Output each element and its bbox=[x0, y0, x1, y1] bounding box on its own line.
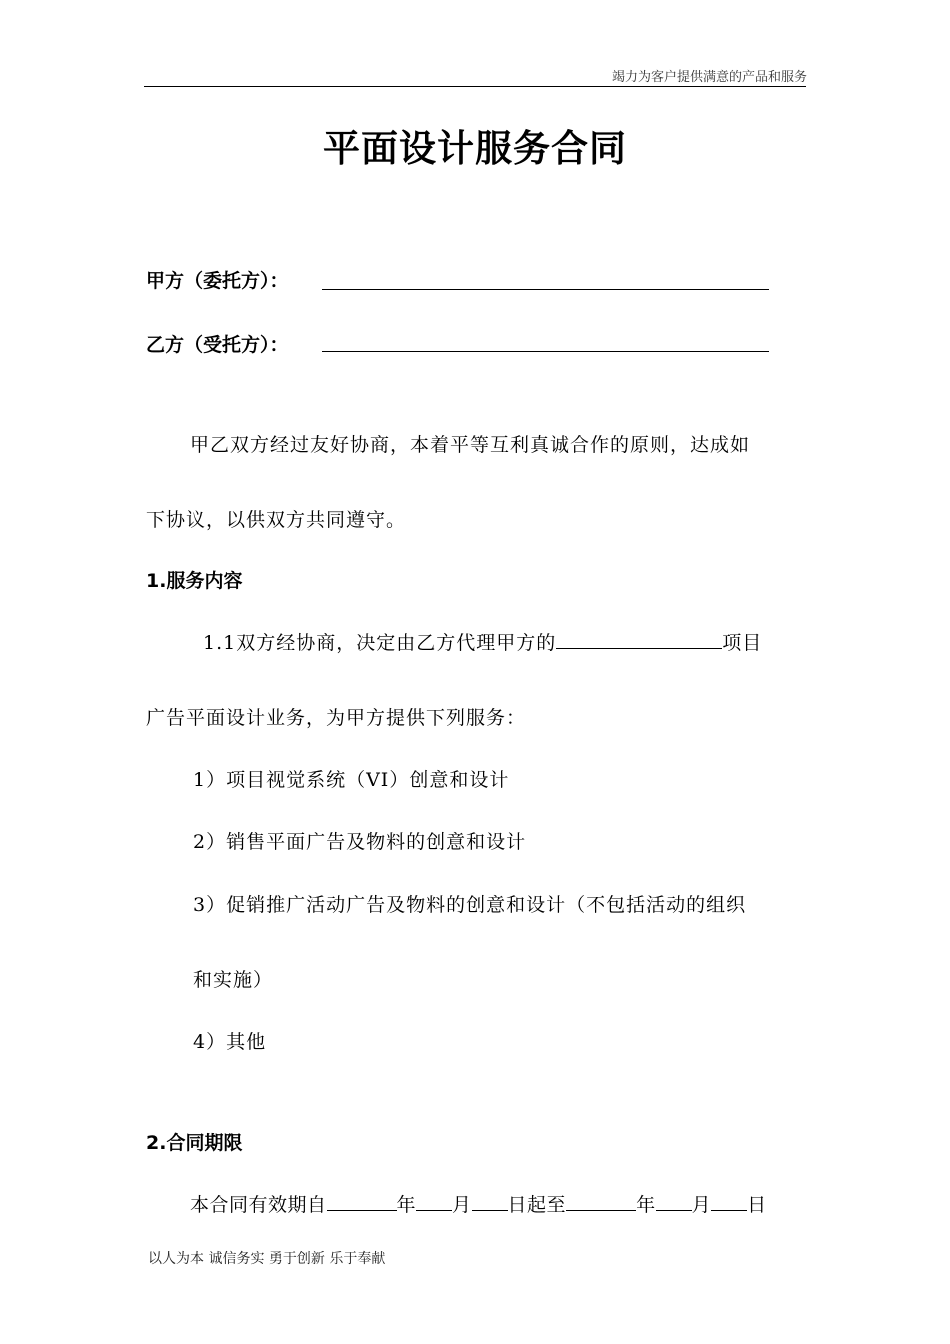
start-month-blank bbox=[416, 1190, 452, 1211]
footer-motto: 以人为本 诚信务实 勇于创新 乐于奉献 bbox=[148, 1251, 386, 1267]
section-2-heading: 2.合同期限 bbox=[146, 1132, 243, 1154]
service-item-4: 4）其他 bbox=[193, 1031, 267, 1053]
party-b-label: 乙方（受托方）： bbox=[146, 334, 289, 356]
end-month-blank bbox=[656, 1190, 692, 1211]
period-prefix: 本合同有效期自 bbox=[190, 1194, 327, 1216]
clause-1-1-suffix: 项目 bbox=[722, 632, 763, 654]
service-item-1: 1）项目视觉系统（VI）创意和设计 bbox=[193, 769, 510, 791]
service-item-3-cont: 和实施） bbox=[193, 969, 274, 991]
clause-1-1-line-2: 广告平面设计业务，为甲方提供下列服务： bbox=[146, 707, 527, 729]
end-day-label: 日 bbox=[747, 1194, 767, 1216]
party-b-blank bbox=[322, 351, 769, 352]
contract-period bbox=[190, 1190, 767, 1217]
header-rule bbox=[144, 86, 806, 87]
start-year-label: 年 bbox=[396, 1194, 417, 1216]
end-day-blank bbox=[711, 1190, 747, 1211]
clause-1-1-line-1 bbox=[203, 628, 762, 655]
start-day-label: 日起至 bbox=[507, 1194, 567, 1216]
service-item-2: 2）销售平面广告及物料的创意和设计 bbox=[193, 831, 527, 853]
header-slogan: 竭力为客户提供满意的产品和服务 bbox=[611, 70, 807, 85]
section-1-heading: 1.服务内容 bbox=[146, 570, 243, 592]
party-a-label: 甲方（委托方）： bbox=[146, 270, 289, 292]
start-year-blank bbox=[327, 1190, 397, 1211]
end-year-label: 年 bbox=[636, 1194, 656, 1216]
start-month-label: 月 bbox=[452, 1194, 472, 1216]
intro-line-1: 甲乙双方经过友好协商，本着平等互利真诚合作的原则，达成如 bbox=[190, 434, 751, 456]
project-name-blank bbox=[556, 628, 722, 649]
clause-1-1-text: 1.1双方经协商，决定由乙方代理甲方的 bbox=[203, 632, 557, 654]
intro-line-2: 下协议，以供双方共同遵守。 bbox=[146, 509, 407, 531]
party-a-blank bbox=[322, 289, 769, 290]
start-day-blank bbox=[472, 1190, 508, 1211]
end-year-blank bbox=[566, 1190, 636, 1211]
service-item-3: 3）促销推广活动广告及物料的创意和设计（不包括活动的组织 bbox=[193, 894, 747, 916]
end-month-label: 月 bbox=[691, 1194, 712, 1216]
document-title: 平面设计服务合同 bbox=[323, 127, 627, 170]
